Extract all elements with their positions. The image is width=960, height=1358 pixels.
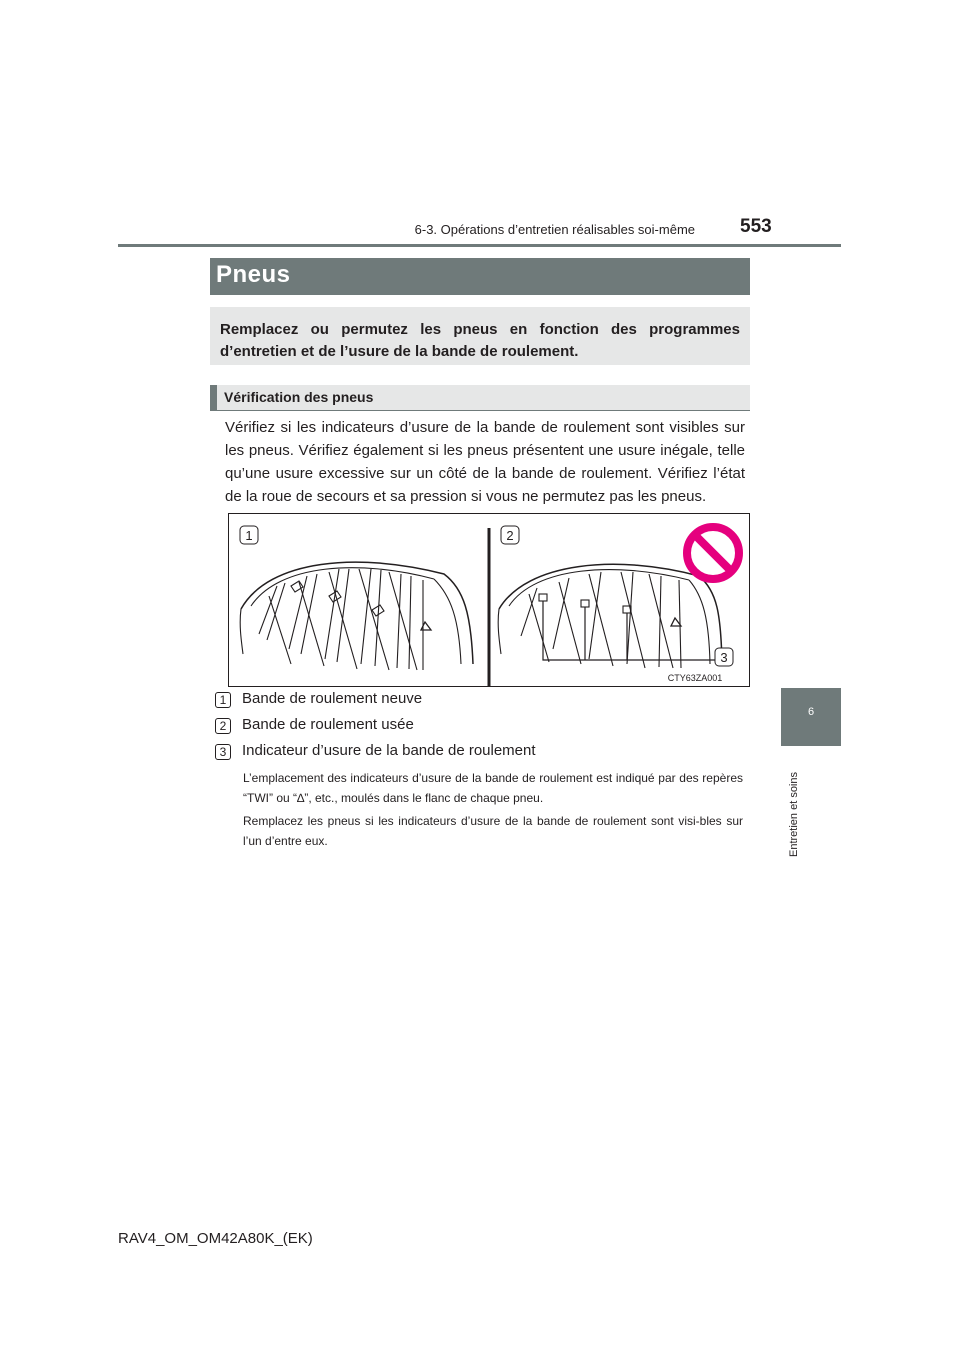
page-title: Pneus [216, 261, 291, 288]
page-number: 553 [740, 216, 772, 237]
body-paragraph: Vérifiez si les indicateurs d’usure de la bande de roulement sont visibles sur les pneus. Vérifiez également si les pneus présentent une usure inégale, telle qu’une usure excessive sur un côté de la bande de roulement. Vérifiez l’état de la roue de secours et sa pression si vous ne permutez pas les pneus. [225, 419, 745, 505]
page-title-bar [210, 258, 750, 295]
callout-2 [501, 526, 519, 544]
prohibited-sign-icon [687, 527, 739, 579]
callout-2-label: 2 [506, 528, 514, 543]
legend-item [215, 690, 755, 712]
legend-number: 1 [215, 692, 231, 708]
legend-number: 3 [215, 744, 231, 760]
note-paragraph: L’emplacement des indicateurs d’usure de la bande de roulement est indiqué par des repères “TWI” ou “∆”, etc., moulés dans le flanc de chaque pneu. [243, 771, 743, 805]
chapter-number: 6 [807, 706, 815, 718]
running-header: 6-3. Opérations d’entretien réalisables soi-même [414, 222, 695, 237]
header-rule [118, 244, 841, 247]
legend-text: Bande de roulement usée [242, 716, 414, 733]
intro-box [210, 307, 750, 365]
section-heading-text: Vérification des pneus [224, 389, 374, 405]
figure-code: CTY63ZA001 [667, 673, 723, 683]
callout-3-label: 3 [720, 650, 728, 665]
document-code-footer: RAV4_OM_OM42A80K_(EK) [118, 1230, 313, 1247]
legend-item [215, 742, 755, 764]
chapter-tab[interactable] [781, 688, 841, 746]
tire-illustration-svg [229, 514, 749, 686]
chapter-label-text: Entretien et soins [788, 772, 800, 857]
note-paragraph: Remplacez les pneus si les indicateurs d’usure de la bande de roulement sont visi-bles sur l’un d’entre eux. [243, 814, 743, 848]
chapter-label [786, 752, 802, 862]
legend-text: Bande de roulement neuve [242, 690, 423, 707]
tire-illustration [228, 513, 750, 687]
callout-1 [240, 526, 258, 544]
heading-marker [210, 385, 217, 410]
intro-text: Remplacez ou permutez les pneus en fonction des programmes d’entretien et de l’usure de la bande de roulement. [220, 321, 740, 360]
worn-tread-tire [498, 564, 722, 668]
new-tread-tire [240, 562, 473, 670]
callout-1-label: 1 [245, 528, 253, 543]
callout-3 [715, 648, 733, 666]
legend-number: 2 [215, 718, 231, 734]
legend-item [215, 716, 755, 738]
section-heading [210, 385, 750, 411]
legend-text: Indicateur d’usure de la bande de roulement [242, 742, 536, 759]
